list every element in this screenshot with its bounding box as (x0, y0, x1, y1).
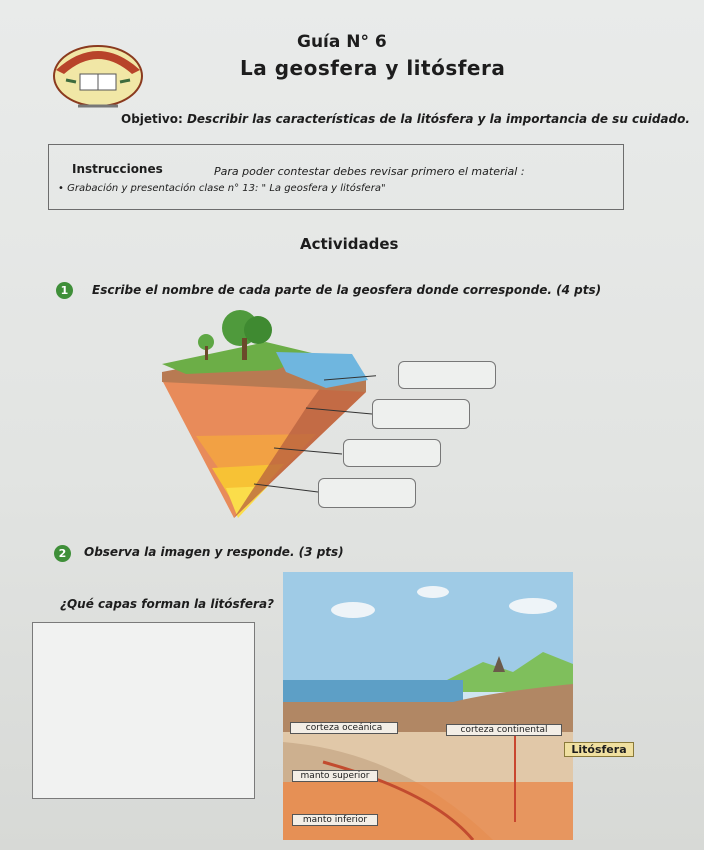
instructions-item-text: Grabación y presentación clase n° 13: " La geosfera y litósfera" (67, 183, 386, 194)
bullet-icon: • (58, 183, 68, 194)
instructions-title: Instrucciones (72, 162, 163, 176)
question-2-prompt: ¿Qué capas forman la litósfera? (60, 597, 275, 611)
lower-mantle-label: manto inferior (292, 814, 378, 826)
lithosphere-label: Litósfera (564, 742, 634, 757)
objective-text: Describir las características de la litósfera y la importancia de su cuidado. (186, 112, 690, 126)
objective (121, 112, 690, 126)
instructions-text: Para poder contestar debes revisar primero el material : (214, 165, 525, 178)
question-2-badge: 2 (54, 545, 71, 562)
oceanic-crust-label: corteza oceánica (290, 722, 398, 734)
answer-box-1[interactable] (398, 361, 496, 389)
answer-box-3[interactable] (343, 439, 441, 467)
continental-crust-label: corteza continental (446, 724, 562, 736)
question-1-badge: 1 (56, 282, 73, 299)
page-title: La geosfera y litósfera (240, 56, 506, 80)
instructions-item (58, 183, 386, 194)
activities-heading: Actividades (300, 235, 399, 253)
answer-box-4[interactable] (318, 478, 416, 508)
school-logo (48, 34, 148, 112)
question-1-text: Escribe el nombre de cada parte de la geosfera donde corresponde. (4 pts) (92, 283, 602, 297)
answer-box-2[interactable] (372, 399, 470, 429)
lithosphere-diagram (283, 572, 573, 840)
guide-number: Guía N° 6 (297, 32, 387, 52)
upper-mantle-label: manto superior (292, 770, 378, 782)
objective-label: Objetivo: (121, 112, 183, 126)
answer-area[interactable] (32, 622, 255, 799)
question-2-text: Observa la imagen y responde. (3 pts) (84, 545, 344, 559)
